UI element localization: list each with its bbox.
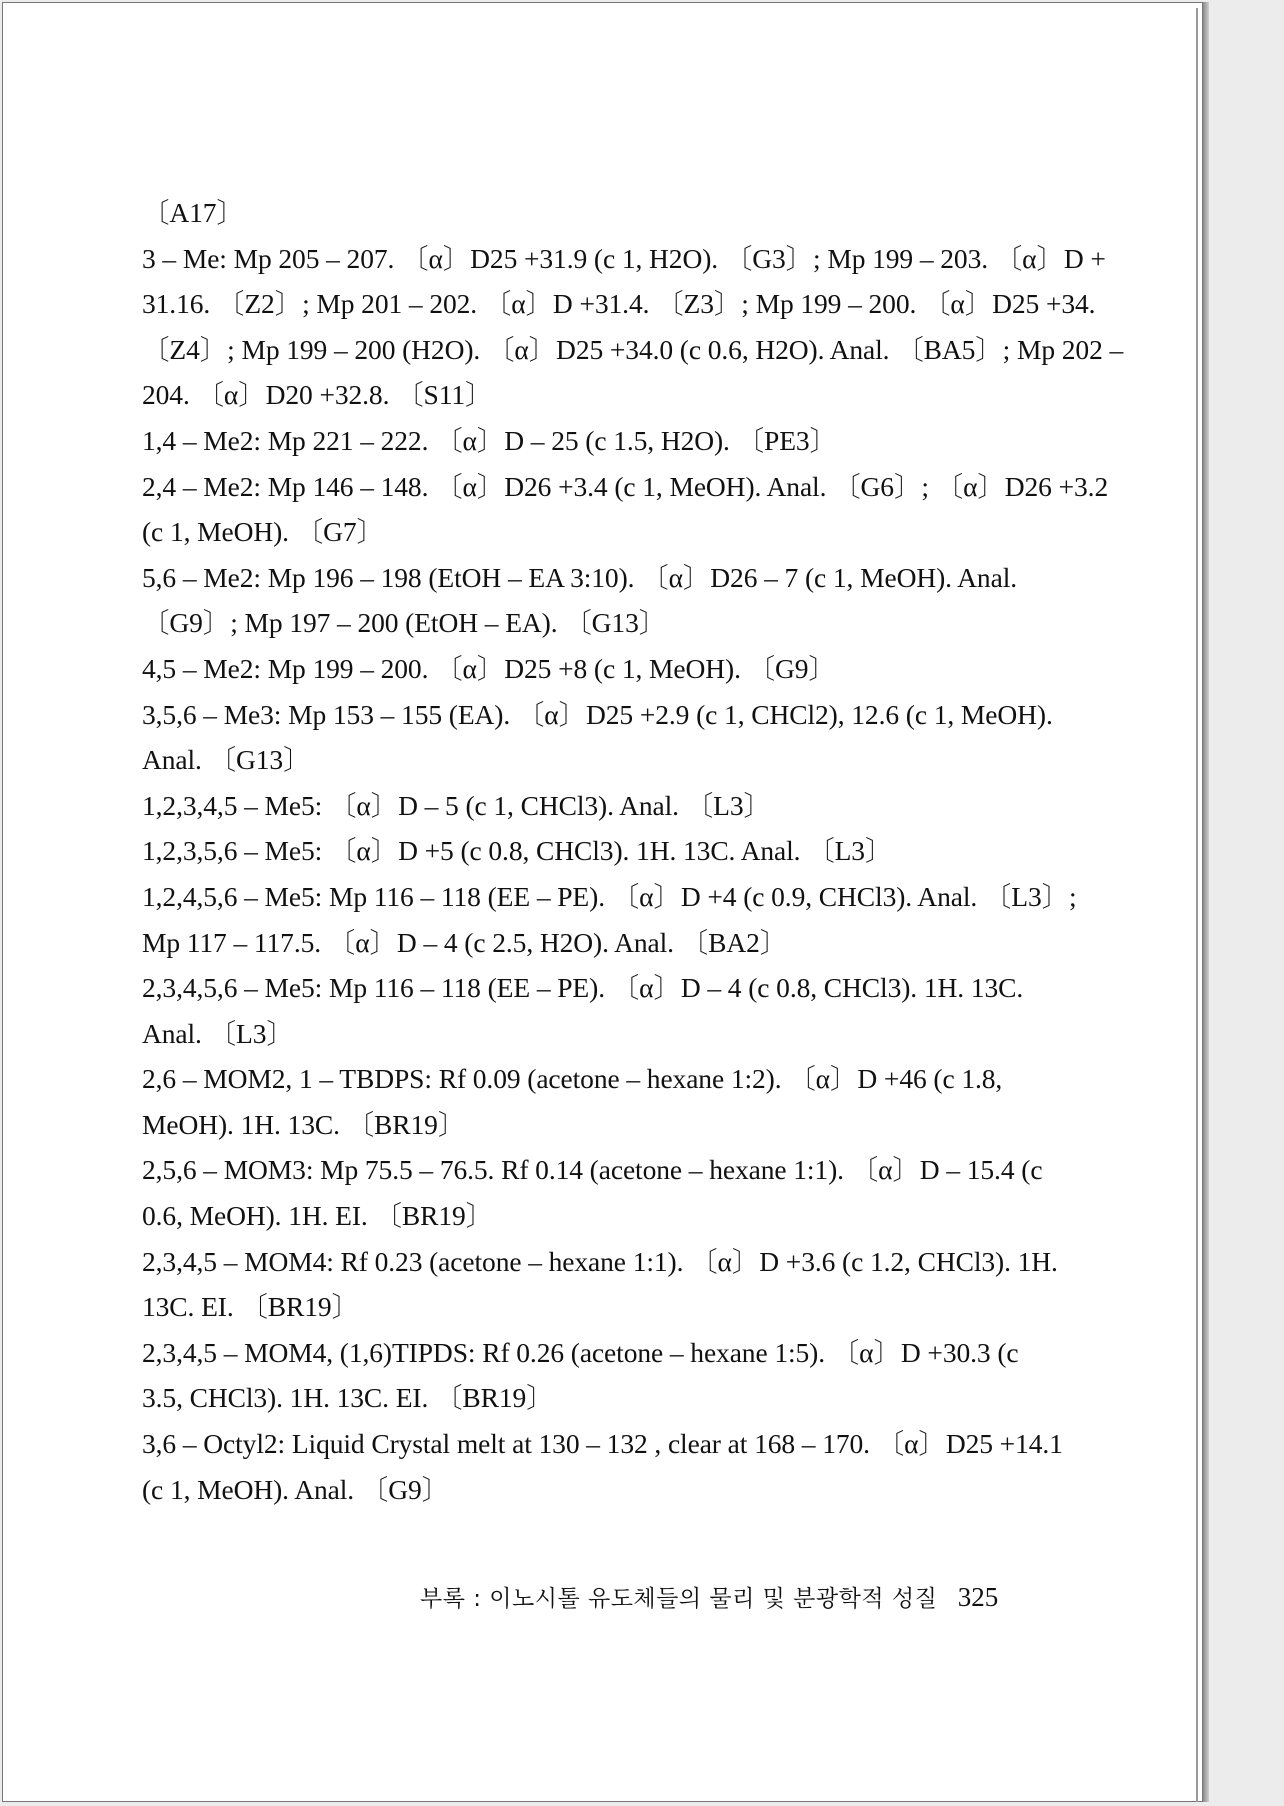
text-line: 2,4 – Me2: Mp 146 – 148. 〔α〕D26 +3.4 (c 1, MeOH). Anal. 〔G6〕; 〔α〕D26 +3.2 [142,470,1109,502]
text-line: 3,5,6 – Me3: Mp 153 – 155 (EA). 〔α〕D25 +2.9 (c 1, CHCl2), 12.6 (c 1, MeOH). [142,698,1053,730]
text-line: 5,6 – Me2: Mp 196 – 198 (EtOH – EA 3:10). 〔α〕D26 – 7 (c 1, MeOH). Anal. [142,561,1018,593]
page-shadow [1203,2,1209,1802]
text-line: 2,5,6 – MOM3: Mp 75.5 – 76.5. Rf 0.14 (acetone – hexane 1:1). 〔α〕D – 15.4 (c [142,1154,1043,1186]
body-text [142,190,1124,1512]
text-line: Anal. 〔G13〕 [142,744,311,776]
text-line: (c 1, MeOH). Anal. 〔G9〕 [142,1473,450,1505]
text-line: 31.16. 〔Z2〕; Mp 201 – 202. 〔α〕D +31.4. 〔Z3〕; Mp 199 – 200. 〔α〕D25 +34. [142,288,1096,320]
text-line: 3 – Me: Mp 205 – 207. 〔α〕D25 +31.9 (c 1, H2O). 〔G3〕; Mp 199 – 203. 〔α〕D + [142,242,1106,274]
text-line: 3,6 – Octyl2: Liquid Crystal melt at 130 – 132 , clear at 168 – 170. 〔α〕D25 +14.1 [142,1428,1063,1460]
page-edge [1196,8,1198,1802]
text-line: 4,5 – Me2: Mp 199 – 200. 〔α〕D25 +8 (c 1, MeOH). 〔G9〕 [142,652,836,684]
text-line: 2,3,4,5 – MOM4: Rf 0.23 (acetone – hexane 1:1). 〔α〕D +3.6 (c 1.2, CHCl3). 1H. [142,1245,1058,1277]
text-line: 〔A17〕 [142,197,244,228]
text-line: 2,6 – MOM2, 1 – TBDPS: Rf 0.09 (acetone – hexane 1:2). 〔α〕D +46 (c 1.8, [142,1063,1003,1095]
text-line: Anal. 〔L3〕 [142,1017,294,1049]
text-line: 3.5, CHCl3). 1H. 13C. EI. 〔BR19〕 [142,1382,554,1414]
text-line: Mp 117 – 117.5. 〔α〕D – 4 (c 2.5, H2O). Anal. 〔BA2〕 [142,926,788,958]
text-line: 0.6, MeOH). 1H. EI. 〔BR19〕 [142,1200,494,1232]
text-line: 1,4 – Me2: Mp 221 – 222. 〔α〕D – 25 (c 1.5, H2O). 〔PE3〕 [142,424,837,456]
text-line: 1,2,3,4,5 – Me5: 〔α〕D – 5 (c 1, CHCl3). Anal. 〔L3〕 [142,789,771,821]
text-line: 2,3,4,5 – MOM4, (1,6)TIPDS: Rf 0.26 (acetone – hexane 1:5). 〔α〕D +30.3 (c [142,1336,1019,1368]
text-line: 204. 〔α〕D20 +32.8. 〔S11〕 [142,379,493,411]
text-line: 1,2,4,5,6 – Me5: Mp 116 – 118 (EE – PE). 〔α〕D +4 (c 0.9, CHCl3). Anal. 〔L3〕; [142,880,1077,912]
text-line: MeOH). 1H. 13C. 〔BR19〕 [142,1108,466,1140]
page-number: 325 [957,1582,999,1612]
text-line: 1,2,3,5,6 – Me5: 〔α〕D +5 (c 0.8, CHCl3). 1H. 13C. Anal. 〔L3〕 [142,835,893,867]
text-line: 2,3,4,5,6 – Me5: Mp 116 – 118 (EE – PE). 〔α〕D – 4 (c 0.8, CHCl3). 1H. 13C. [142,972,1024,1004]
running-title: 부록 : 이노시톨 유도체들의 물리 및 분광학적 성질 [420,1586,938,1612]
text-line: (c 1, MeOH). 〔G7〕 [142,516,384,548]
text-line: 13C. EI. 〔BR19〕 [142,1291,359,1323]
page-footer [420,1580,1040,1613]
text-line: 〔G9〕; Mp 197 – 200 (EtOH – EA). 〔G13〕 [142,607,667,639]
text-line: 〔Z4〕; Mp 199 – 200 (H2O). 〔α〕D25 +34.0 (c 0.6, H2O). Anal. 〔BA5〕; Mp 202 – [142,333,1124,365]
